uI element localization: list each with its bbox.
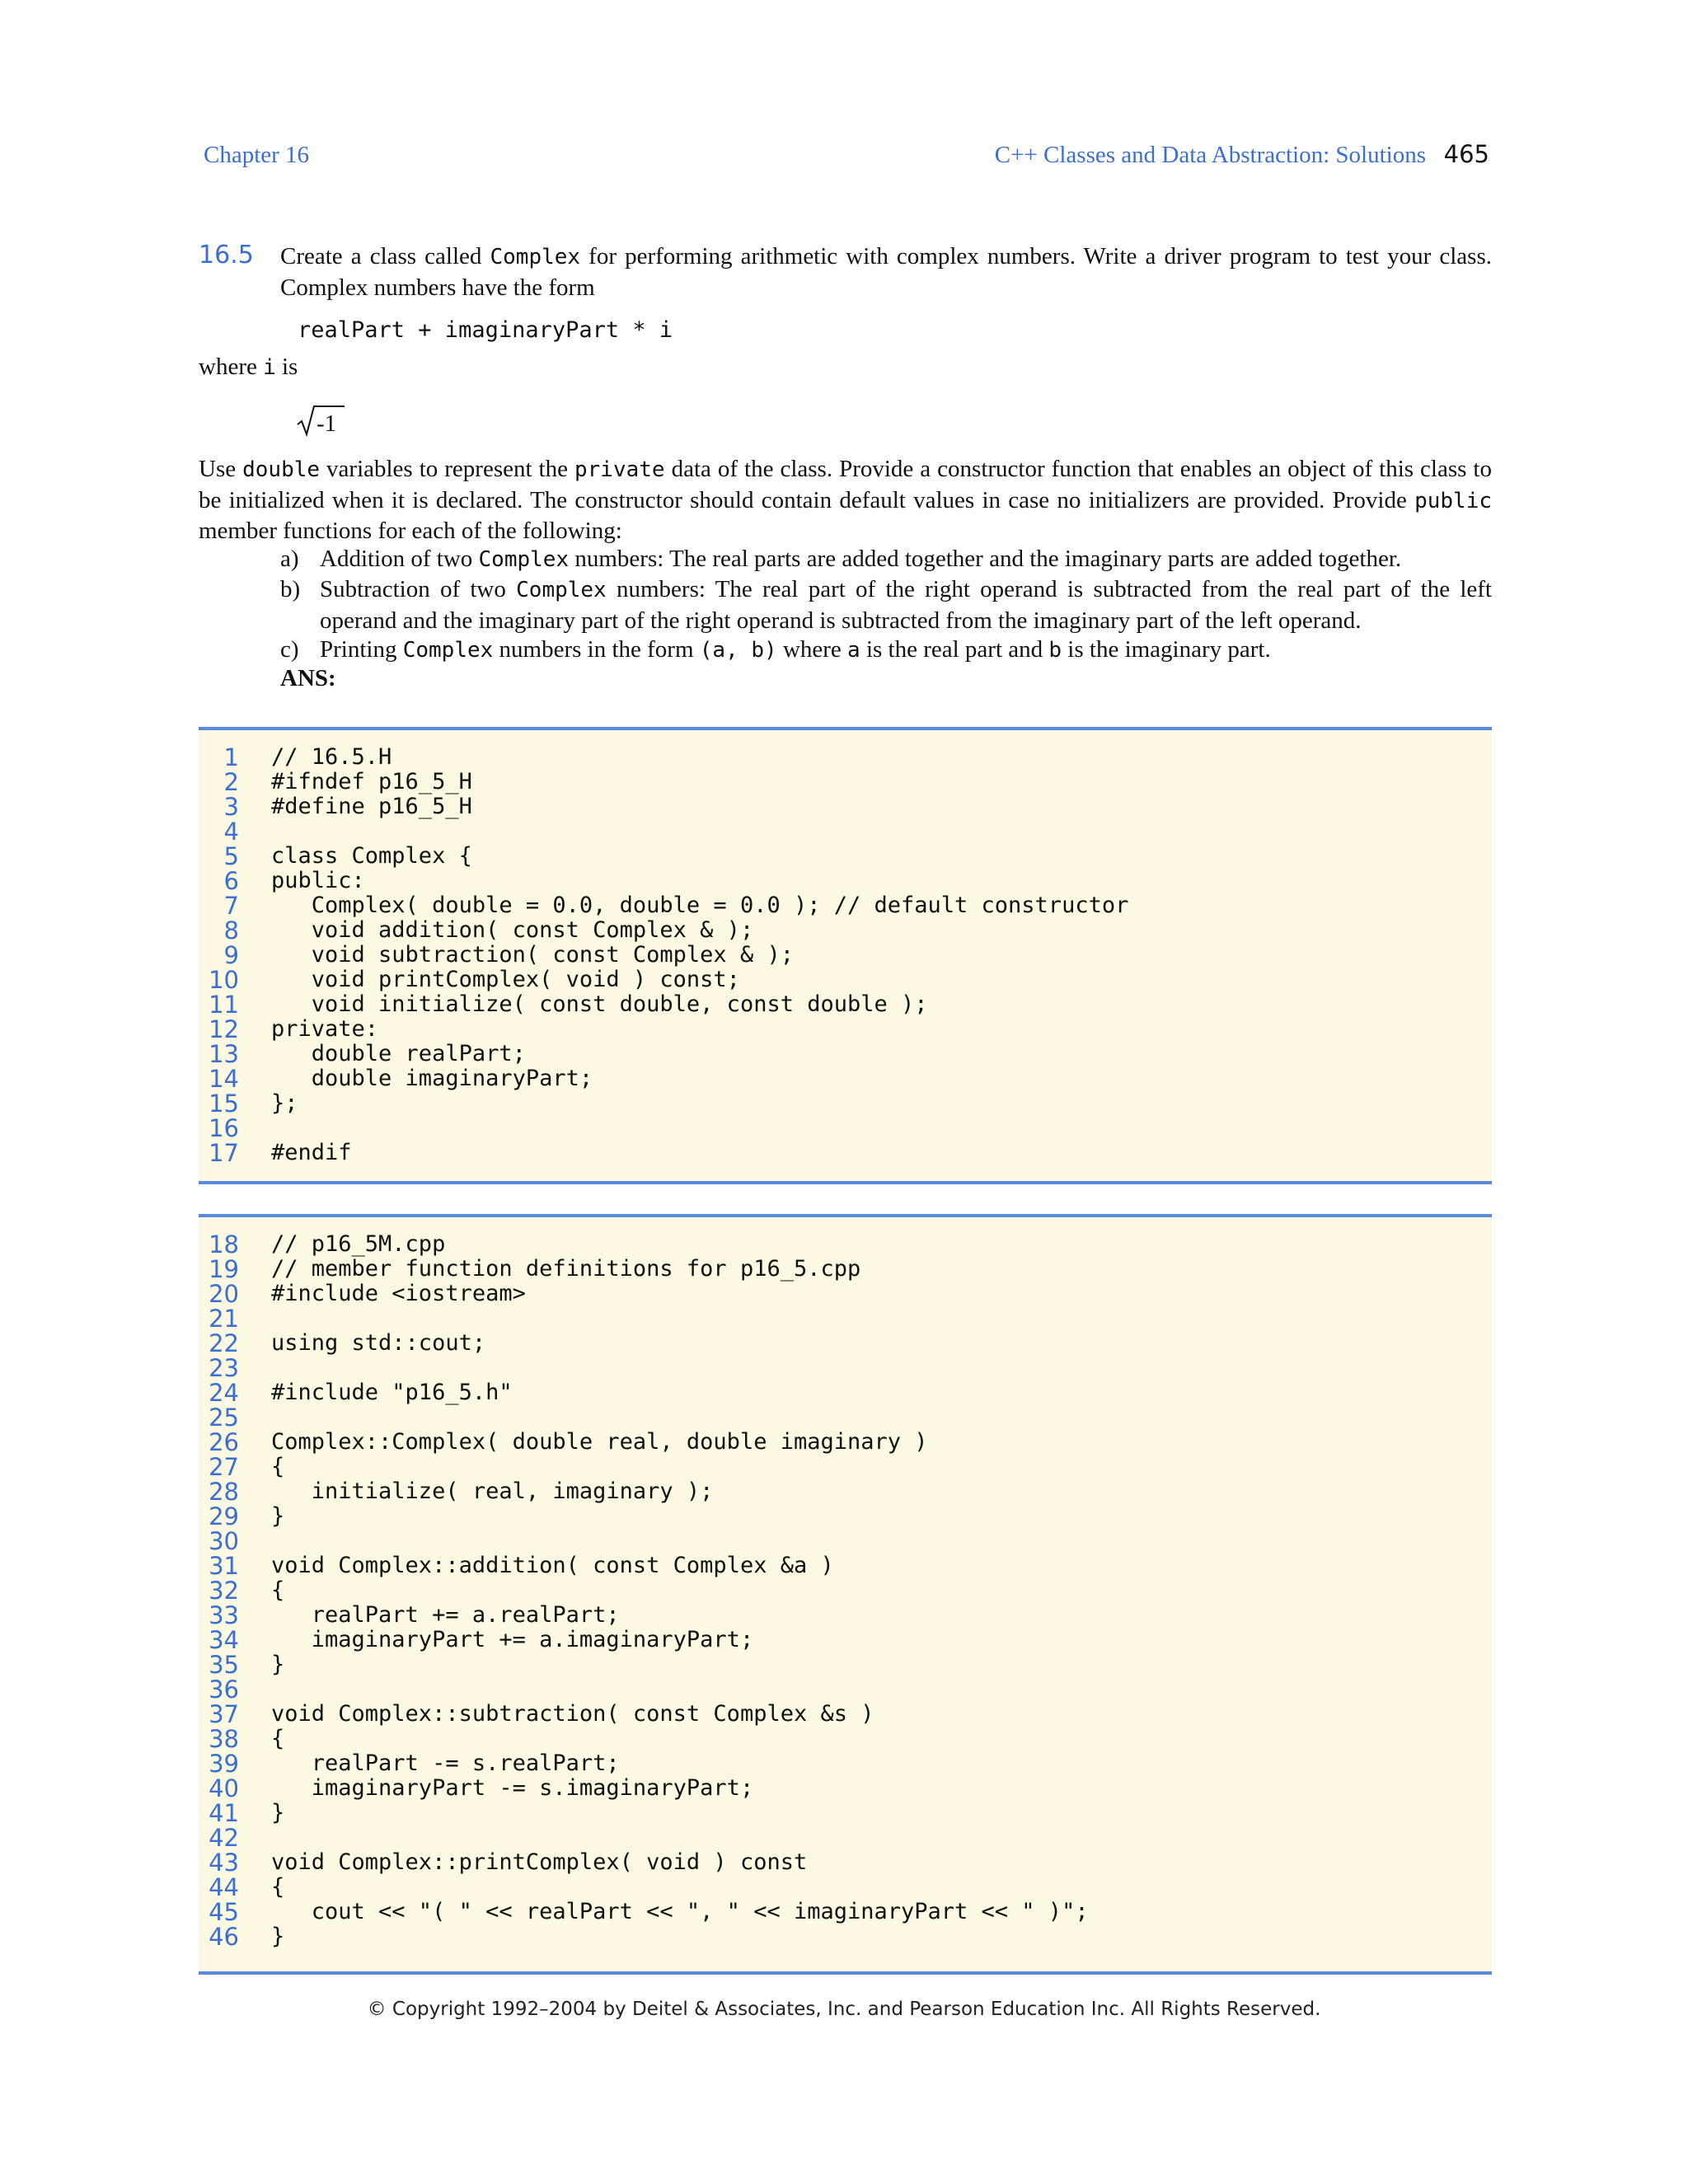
square-root-expression: [297, 405, 346, 438]
line-number: 26: [209, 1428, 239, 1456]
line-number: 17: [209, 1139, 239, 1167]
code-text: Complex::Complex( double real, double imaginary ): [271, 1429, 928, 1455]
code-text: void addition( const Complex & );: [271, 917, 754, 943]
line-number: 42: [209, 1824, 239, 1852]
line-number: 31: [209, 1552, 239, 1580]
code-text: // p16_5M.cpp: [271, 1231, 446, 1257]
where-text: where: [199, 354, 264, 380]
line-number: 29: [209, 1502, 239, 1530]
item-code: Complex: [402, 638, 494, 663]
where-text: is: [275, 354, 298, 380]
item-text: is the imaginary part.: [1062, 636, 1271, 663]
problem-number: 16.5: [199, 241, 254, 269]
line-number: 4: [223, 818, 239, 846]
code-text: realPart += a.realPart;: [271, 1602, 620, 1628]
line-number: 15: [209, 1090, 239, 1118]
requirements-paragraph: [199, 454, 1492, 546]
line-number: 28: [209, 1478, 239, 1506]
line-number: 24: [209, 1379, 239, 1407]
code-text: void printComplex( void ) const;: [271, 967, 740, 992]
line-number: 5: [223, 842, 239, 870]
chapter-label: Chapter 16: [204, 142, 310, 168]
line-number: 10: [209, 966, 239, 994]
line-number: 7: [223, 892, 239, 920]
code-text: private:: [271, 1016, 379, 1042]
line-number: 34: [209, 1626, 239, 1654]
item-code: Complex: [478, 547, 570, 572]
item-text: numbers in the form: [493, 636, 700, 663]
line-number: 45: [209, 1898, 239, 1926]
line-number: 21: [209, 1305, 239, 1333]
line-number: 16: [209, 1114, 239, 1142]
code-text: }: [271, 1800, 285, 1825]
line-number: 20: [209, 1280, 239, 1308]
item-text: numbers: The real parts are added together and the imaginary parts are added together.: [569, 546, 1402, 572]
code-text: void Complex::printComplex( void ) const: [271, 1849, 808, 1875]
intro-text: Create a class called: [280, 243, 490, 269]
item-text: numbers: The real part of the right operand is subtracted from the real part of the left operand and the imaginary part of the right operand is subtracted from the imaginary part of the left operand.: [320, 576, 1492, 634]
code-text: void initialize( const double, const double );: [271, 991, 928, 1017]
line-number: 12: [209, 1015, 239, 1043]
code-listing-implementation: [199, 1214, 1492, 1975]
list-item-text: [320, 574, 1492, 635]
item-text: Printing: [320, 636, 403, 663]
list-item-c: [280, 635, 1492, 665]
item-code: a: [847, 638, 860, 663]
code-text: void Complex::subtraction( const Complex &s ): [271, 1701, 874, 1727]
where-line: [199, 352, 693, 383]
list-item-letter: a): [280, 546, 299, 572]
code-text: }: [271, 1924, 285, 1949]
list-item-text: [320, 544, 1492, 575]
line-number: 2: [223, 768, 239, 796]
line-number: 18: [209, 1230, 239, 1258]
line-number: 14: [209, 1065, 239, 1093]
line-number: 19: [209, 1255, 239, 1283]
line-number: 36: [209, 1675, 239, 1704]
code-text: initialize( real, imaginary );: [271, 1479, 714, 1504]
code-text: {: [271, 1454, 285, 1479]
code-text: }: [271, 1503, 285, 1529]
answer-label: ANS:: [280, 665, 336, 691]
copyright-footer: © Copyright 1992–2004 by Deitel & Associates, Inc. and Pearson Education Inc. All Rights Reserved.: [367, 1999, 1321, 2020]
line-number: 8: [223, 916, 239, 944]
item-text: where: [776, 636, 848, 663]
line-number: 6: [223, 867, 239, 895]
code-text: // 16.5.H: [271, 744, 392, 770]
line-number: 46: [209, 1923, 239, 1951]
code-text: #endif: [271, 1140, 352, 1165]
problem-intro: [280, 241, 1492, 302]
line-number: 43: [209, 1849, 239, 1877]
line-number: 40: [209, 1774, 239, 1802]
code-text: #define p16_5_H: [271, 794, 472, 819]
line-number: 35: [209, 1651, 239, 1679]
line-number: 38: [209, 1725, 239, 1753]
line-number: 44: [209, 1873, 239, 1901]
code-text: #ifndef p16_5_H: [271, 769, 472, 794]
line-number: 1: [223, 743, 239, 771]
line-number: 41: [209, 1799, 239, 1827]
code-text: {: [271, 1874, 285, 1900]
line-number: 27: [209, 1453, 239, 1481]
intro-text: for performing arithmetic with complex numbers. Write a driver program to test your class. Complex numbers have the form: [280, 243, 1492, 301]
code-text: imaginaryPart -= s.imaginaryPart;: [271, 1775, 754, 1801]
list-item-letter: c): [280, 636, 299, 663]
code-text: double imaginaryPart;: [271, 1066, 593, 1091]
running-header: [204, 140, 1489, 176]
code-text: public:: [271, 868, 365, 893]
list-item-a: [280, 544, 1492, 574]
code-text: cout << "( " << realPart << ", " << imaginaryPart << " )";: [271, 1899, 1089, 1924]
radicand: -1: [316, 410, 337, 437]
line-number: 23: [209, 1354, 239, 1382]
section-title: C++ Classes and Data Abstraction: Solutions: [994, 142, 1426, 168]
use-code: public: [1414, 488, 1492, 513]
item-text: is the real part and: [860, 636, 1049, 663]
page-number: 465: [1443, 140, 1489, 168]
item-text: Addition of two: [320, 546, 479, 572]
intro-code: Complex: [490, 245, 581, 269]
line-number: 13: [209, 1040, 239, 1068]
list-item-text: [320, 635, 1492, 666]
line-number: 33: [209, 1601, 239, 1629]
code-text: double realPart;: [271, 1041, 526, 1066]
code-listing-header: [199, 727, 1492, 1184]
use-text: Use: [199, 456, 243, 482]
line-number: 3: [223, 793, 239, 821]
code-text: {: [271, 1577, 285, 1603]
use-code: double: [242, 457, 321, 482]
use-text: variables to represent the: [320, 456, 574, 482]
item-text: Subtraction of two: [320, 576, 517, 602]
line-number: 32: [209, 1577, 239, 1605]
item-code: Complex: [516, 578, 607, 602]
code-text: #include "p16_5.h": [271, 1380, 513, 1405]
code-text: Complex( double = 0.0, double = 0.0 ); // default constructor: [271, 893, 1129, 918]
line-number: 22: [209, 1329, 239, 1357]
complex-form-expression: realPart + imaginaryPart * i: [298, 317, 673, 343]
line-number: 25: [209, 1404, 239, 1432]
code-text: };: [271, 1090, 298, 1116]
list-item-letter: b): [280, 576, 301, 602]
code-text: void Complex::addition( const Complex &a ): [271, 1553, 834, 1578]
code-text: using std::cout;: [271, 1330, 486, 1356]
item-code: (a, b): [699, 638, 777, 663]
code-text: class Complex {: [271, 843, 472, 869]
where-code: i: [263, 355, 276, 380]
code-text: // member function definitions for p16_5.cpp: [271, 1256, 861, 1282]
line-number: 9: [223, 941, 239, 969]
code-text: imaginaryPart += a.imaginaryPart;: [271, 1627, 754, 1652]
code-text: void subtraction( const Complex & );: [271, 942, 794, 968]
line-number: 37: [209, 1700, 239, 1728]
code-text: }: [271, 1652, 285, 1677]
line-number: 39: [209, 1750, 239, 1778]
use-text: member functions for each of the following:: [199, 518, 622, 544]
use-text: data of the class. Provide a constructor function that enables an object of this class to be initialized when it is declared. The constructor should contain default values in case no initializers are provided. Provide: [199, 456, 1492, 513]
item-code: b: [1048, 638, 1062, 663]
code-text: #include <iostream>: [271, 1281, 526, 1306]
list-item-b: [280, 574, 1492, 635]
line-number: 11: [209, 991, 239, 1019]
line-number: 30: [209, 1527, 239, 1555]
code-text: {: [271, 1726, 285, 1751]
code-text: realPart -= s.realPart;: [271, 1750, 620, 1776]
use-code: private: [574, 457, 665, 482]
